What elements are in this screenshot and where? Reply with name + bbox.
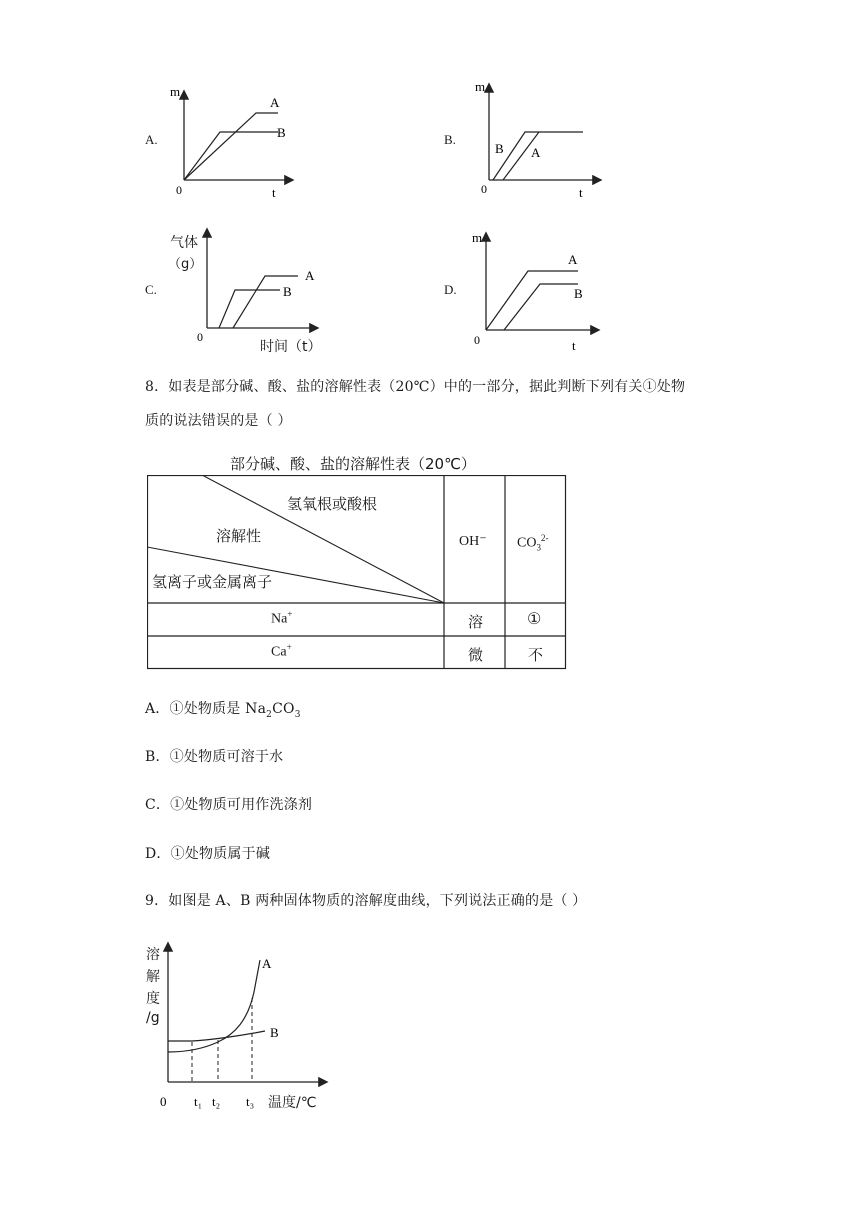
cell-ca-oh: 微 <box>468 648 484 664</box>
y-label-char-2: 解 <box>146 969 160 985</box>
x-axis-label: t <box>572 338 576 353</box>
series-a-label: A <box>305 268 315 283</box>
col-header-oh: OH⁻ <box>459 534 487 549</box>
option-a-graph <box>160 80 310 205</box>
y-axis-label: m <box>475 79 486 94</box>
series-b-label: B <box>277 125 286 140</box>
y-label-char-1: 溶 <box>146 947 160 963</box>
solubility-curve-chart <box>150 930 350 1115</box>
header-bottom: 氢离子或金属离子 <box>152 573 273 591</box>
q8-option-b: B．①处物质可溶于水 <box>145 749 284 765</box>
y-label-char-3: 度 <box>146 991 160 1007</box>
x-axis-label: t <box>579 185 583 200</box>
option-d-graph <box>462 226 612 354</box>
q8-option-a: A．①处物质是 $Na_2CO_3$ <box>145 701 301 720</box>
q8-option-d: D．①处物质属于碱 <box>145 846 271 862</box>
row-ca-ion: Ca+ <box>271 642 292 660</box>
x-axis-label: 时间（t） <box>260 339 322 355</box>
series-a-label: A <box>270 95 280 110</box>
header-mid: 溶解性 <box>216 527 262 545</box>
series-b-line <box>219 290 280 328</box>
series-b-label: B <box>270 1025 279 1040</box>
series-b-label: B <box>574 286 583 301</box>
q8-option-c: C．①处物质可用作洗涤剂 <box>145 797 313 813</box>
origin-label: 0 <box>197 330 203 342</box>
y-axis-label-line1: 气体 <box>170 235 198 251</box>
option-a-letter: A. <box>145 132 158 147</box>
curve-b <box>168 1031 265 1041</box>
series-a-label: A <box>262 956 272 971</box>
q9-stem: 9．如图是 A、B 两种固体物质的溶解度曲线，下列说法正确的是（ ） <box>145 893 587 909</box>
series-b-label: B <box>283 284 292 299</box>
y-axis-label: m <box>170 84 181 99</box>
table-caption: 部分碱、酸、盐的溶解性表（20℃） <box>230 455 476 473</box>
col-header-co3: $CO_3^{2-}$ <box>517 533 549 553</box>
y-label-char-4: /g <box>146 1010 160 1026</box>
q8-stem-line1: 8．如表是部分碱、酸、盐的溶解性表（20℃）中的一部分，据此判断下列有关①处物 <box>145 379 686 395</box>
option-b-letter: B. <box>444 132 456 147</box>
cell-na-co3: ① <box>527 611 542 628</box>
q8-stem-line2: 质的说法错误的是（ ） <box>145 413 292 429</box>
series-b-line <box>504 284 578 330</box>
series-a-line <box>184 113 278 180</box>
cell-na-oh: 溶 <box>468 615 484 631</box>
series-b-label: B <box>495 141 504 156</box>
option-b-graph <box>465 75 615 205</box>
origin-label: 0 <box>176 183 182 197</box>
origin-label: 0 <box>160 1094 167 1109</box>
x-axis-label: 温度/℃ <box>268 1095 317 1111</box>
cell-ca-co3: 不 <box>528 648 544 664</box>
origin-label: 0 <box>474 333 480 347</box>
option-c-graph <box>195 222 325 342</box>
series-a-label: A <box>568 252 578 267</box>
curve-a <box>168 960 260 1052</box>
y-axis-label-line2: （g） <box>168 257 203 272</box>
origin-label: 0 <box>481 182 487 196</box>
option-c-letter: C. <box>145 282 157 297</box>
row-na-ion: Na+ <box>271 609 293 627</box>
tick-t1: t₁ <box>194 1094 203 1109</box>
header-top: 氢氧根或酸根 <box>287 495 378 513</box>
tick-t3: t₃ <box>246 1094 255 1109</box>
y-axis-label: m <box>472 230 483 245</box>
tick-t2: t₂ <box>212 1094 221 1109</box>
series-a-line <box>486 271 578 330</box>
series-b-line <box>184 132 278 180</box>
series-a-label: A <box>531 145 541 160</box>
x-axis-label: t <box>272 185 276 200</box>
option-d-letter: D. <box>444 282 457 297</box>
